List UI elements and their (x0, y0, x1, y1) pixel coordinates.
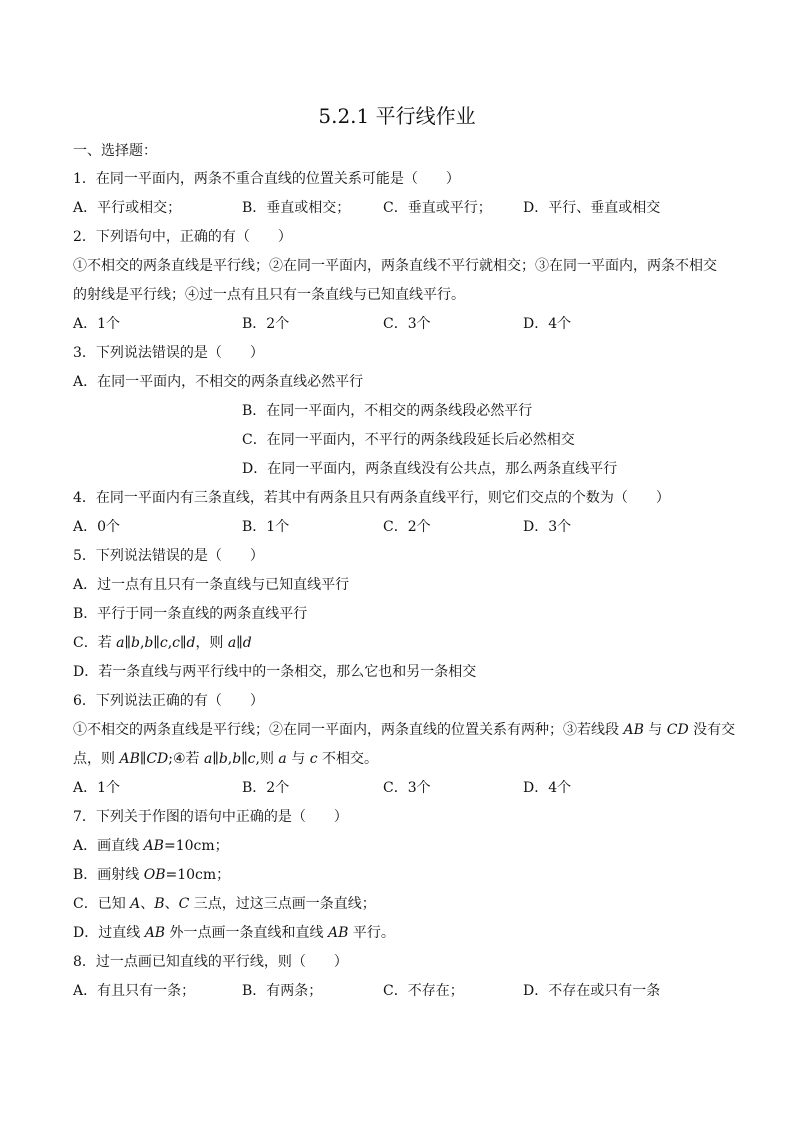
text-segment: A．画直线 (73, 838, 144, 854)
variable-c: c (309, 751, 318, 767)
text-segment: ;④若 (168, 751, 204, 767)
text-segment: , (167, 635, 173, 651)
variable-b: b (232, 751, 242, 767)
question-7-option-b (73, 865, 230, 885)
question-6-statements-line-1 (73, 720, 735, 740)
question-8-stem: 8．过一点画已知直线的平行线，则（ ） (73, 954, 348, 970)
variable-c: c (172, 635, 180, 651)
parallel-symbol: ∥ (139, 751, 147, 767)
text-segment: C．若 (73, 635, 117, 651)
text-segment: ，则 (195, 635, 228, 651)
question-1-option-b: B．垂直或相交； (242, 200, 351, 216)
question-4-option-a: A．0个 (73, 519, 121, 535)
line-ab: AB (144, 925, 166, 941)
variable-d: d (186, 635, 196, 651)
text-segment: =10cm； (165, 867, 231, 883)
page-title: 5.2.1 平行线作业 (318, 104, 476, 128)
question-5-option-d: D．若一条直线与两平行线中的一条相交，那么它也和另一条相交 (73, 664, 477, 680)
question-6-option-d: D．4个 (523, 780, 572, 796)
question-1-option-a: A．平行或相交； (73, 200, 182, 216)
question-6-option-c: C．3个 (383, 780, 431, 796)
section-heading: 一、选择题： (73, 143, 157, 159)
question-3-option-a: A．在同一平面内，不相交的两条直线必然平行 (73, 374, 364, 390)
text-segment: 与 (286, 751, 310, 767)
text-segment: ①不相交的两条直线是平行线；②在同一平面内，两条直线的位置关系有两种；③若线段 (73, 722, 624, 738)
text-segment: 不相交。 (317, 751, 378, 767)
question-7-option-d (73, 923, 395, 943)
question-8-option-a: A．有且只有一条； (73, 983, 196, 999)
text-segment: 平行。 (348, 925, 395, 941)
text-segment: C．已知 (73, 896, 131, 912)
parallel-symbol: ∥ (236, 635, 243, 651)
question-5-option-c (73, 633, 252, 653)
question-8-option-d: D．不存在或只有一条 (523, 983, 661, 999)
question-5-option-a: A．过一点有且只有一条直线与已知直线平行 (73, 577, 350, 593)
text-segment: 与 (643, 722, 667, 738)
variable-b: b (144, 635, 154, 651)
question-1-stem: 1．在同一平面内，两条不重合直线的位置关系可能是（ ） (73, 171, 460, 187)
question-8-option-b: B．有两条； (242, 983, 323, 999)
question-2-stem: 2．下列语句中，正确的有（ ） (73, 229, 292, 245)
question-8-option-c: C．不存在； (383, 983, 464, 999)
variable-b: b (131, 635, 140, 651)
variable-a: a (278, 751, 287, 767)
question-6-option-b: B．2个 (242, 780, 290, 796)
question-2-option-d: D．4个 (523, 316, 572, 332)
variable-a: a (203, 751, 213, 767)
parallel-symbol: ∥ (241, 751, 248, 767)
ray-ob: OB (143, 867, 166, 883)
segment-ab: AB (623, 722, 644, 738)
text-segment: D．过直线 (73, 925, 145, 941)
question-6-stem: 6．下列说法正确的有（ ） (73, 693, 264, 709)
question-5-option-b: B．平行于同一条直线的两条直线平行 (73, 606, 308, 622)
question-4-option-b: B．1个 (242, 519, 290, 535)
text-segment: 三点，过这三点画一条直线； (189, 896, 376, 912)
text-segment: 点，则 (73, 751, 120, 767)
question-3-stem: 3．下列说法错误的是（ ） (73, 345, 264, 361)
question-2-option-b: B．2个 (242, 316, 290, 332)
text-segment: ,则 (255, 751, 279, 767)
text-segment: , (227, 751, 233, 767)
question-3-option-d: D．在同一平面内，两条直线没有公共点，那么两条直线平行 (242, 461, 618, 477)
parallel-symbol: ∥ (153, 635, 160, 651)
point-a: A (130, 896, 141, 912)
parallel-symbol: ∥ (180, 635, 187, 651)
text-segment: , (139, 635, 145, 651)
parallel-symbol: ∥ (124, 635, 131, 651)
question-4-option-c: C．2个 (383, 519, 431, 535)
line-ab: AB (328, 925, 349, 941)
question-7-option-a (73, 836, 229, 856)
variable-b: b (218, 751, 228, 767)
text-segment: 、 (140, 896, 155, 912)
text-segment: B．画射线 (73, 867, 144, 883)
variable-a: a (227, 635, 237, 651)
question-5-stem: 5．下列说法错误的是（ ） (73, 548, 264, 564)
point-c: C (178, 896, 190, 912)
segment-cd: CD (146, 751, 169, 767)
question-4-option-d: D．3个 (523, 519, 572, 535)
segment-ab: AB (119, 751, 140, 767)
question-6-statements-line-2 (73, 749, 378, 769)
question-2-option-a: A．1个 (73, 316, 121, 332)
question-6-option-a: A．1个 (73, 780, 121, 796)
line-ab: AB (143, 838, 164, 854)
question-1-option-c: C．垂直或平行； (383, 200, 492, 216)
variable-c: c (247, 751, 256, 767)
question-2-statements-line-2: 的射线是平行线；④过一点有且只有一条直线与已知直线平行。 (73, 287, 465, 303)
variable-c: c (159, 635, 168, 651)
question-4-stem: 4．在同一平面内有三条直线，若其中有两条且只有两条直线平行，则它们交点的个数为（ ） (73, 490, 670, 506)
variable-a: a (116, 635, 125, 651)
question-1-option-d: D．平行、垂直或相交 (523, 200, 661, 216)
parallel-symbol: ∥ (212, 751, 219, 767)
text-segment: 外一点画一条直线和直线 (165, 925, 328, 941)
variable-d: d (242, 635, 252, 651)
text-segment: =10cm； (163, 838, 229, 854)
segment-cd: CD (666, 722, 689, 738)
point-b: B (154, 896, 165, 912)
question-2-option-c: C．3个 (383, 316, 431, 332)
question-7-stem: 7．下列关于作图的语句中正确的是（ ） (73, 809, 348, 825)
question-7-option-c (73, 894, 376, 914)
text-segment: 没有交 (688, 722, 736, 738)
question-2-statements-line-1: ①不相交的两条直线是平行线；②在同一平面内，两条直线不平行就相交；③在同一平面内，两条不相交 (73, 258, 717, 274)
question-3-option-c: C．在同一平面内，不平行的两条线段延长后必然相交 (242, 432, 575, 448)
text-segment: 、 (164, 896, 179, 912)
question-3-option-b: B．在同一平面内，不相交的两条线段必然平行 (242, 403, 533, 419)
